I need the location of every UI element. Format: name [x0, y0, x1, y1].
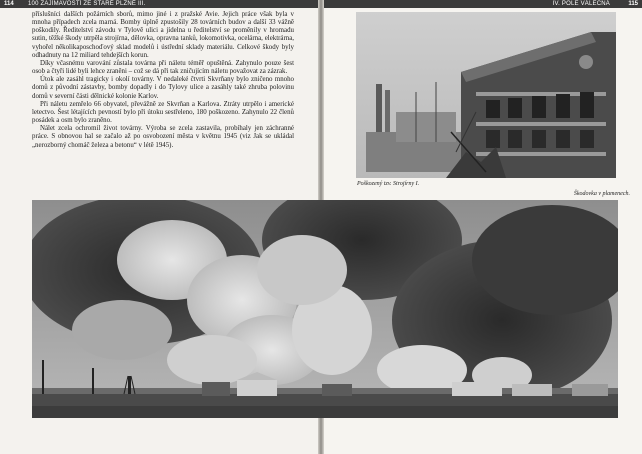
paragraph: příslušníci dalších požárních sborů, mimo jiné i z pražské Avie. Jejich práce však byla v mnoha případech zcela marná. Bomby úplně zpustošily 28 továrních budov a další 33 vážně poškodily. Ředitelství závodu v Tylově ulici a jídelna u ředitelství se proměnily v hromadu sutin, těžké škody utrpěla strojírna, dělovka, opravna tanků, lokomotivka, ocelárna, elektrárna, vyhořel několikaposchoďový sklad modelů i ústřední sklady materiálu. Celkové škody byly odhadnuty na 12 miliard tehdejších korun. — [32, 11, 294, 59]
body-text — [32, 11, 294, 150]
left-running-title: 100 ZAJÍMAVOSTÍ ZE STARÉ PLZNĚ III. — [28, 1, 146, 7]
paragraph: Útok ale zasáhl tragicky i okolí továrny. V nedaleké čtvrti Skvrňany bylo zničeno mnoho domů z původní zástavby, bomby dopadly i do Tylovy ulice a zasáhly také zhruba polovinu domů v severní části dělnické kolonie Karlov. — [32, 76, 294, 100]
paragraph: Díky včasnému varování zůstala továrna při náletu téměř opuštěná. Zahynulo pouze šest osob a čtyři lidé byli lehce zraněni – což se dá při tak zničujícím náletu považovat za zázrak. — [32, 59, 294, 76]
right-page-header — [322, 0, 642, 8]
left-page-header — [0, 0, 320, 8]
damaged-factory-photo — [356, 12, 616, 178]
left-page-number: 114 — [4, 1, 14, 7]
burning-factory-photo — [32, 200, 618, 418]
right-running-title: IV. POLE VÁLEČNÁ — [552, 1, 610, 7]
bottom-photo-caption: Škodovka v plamenech. — [573, 191, 630, 197]
top-photo-caption: Poškozený tzv. Strojírny I. — [357, 181, 420, 187]
paragraph: Nálet zcela ochromil život továrny. Výroba se zcela zastavila, probíhaly jen záchranné práce. S obnovou hal se začalo až po osvobození města v květnu 1945 (viz Jak se ukládal „nerozborný chomáč železa a betonu“ v létě 1945). — [32, 125, 294, 149]
paragraph: Při náletu zemřelo 66 obyvatel, převážně ze Skvrňan a Karlova. Ztráty utrpělo i americké letectvo. Šest létajících pevností bylo při útoku sestřeleno, 180 poškozeno. Zahynulo 22 členů posádek a osm bylo zraněno. — [32, 100, 294, 125]
right-page-number: 115 — [628, 1, 638, 7]
